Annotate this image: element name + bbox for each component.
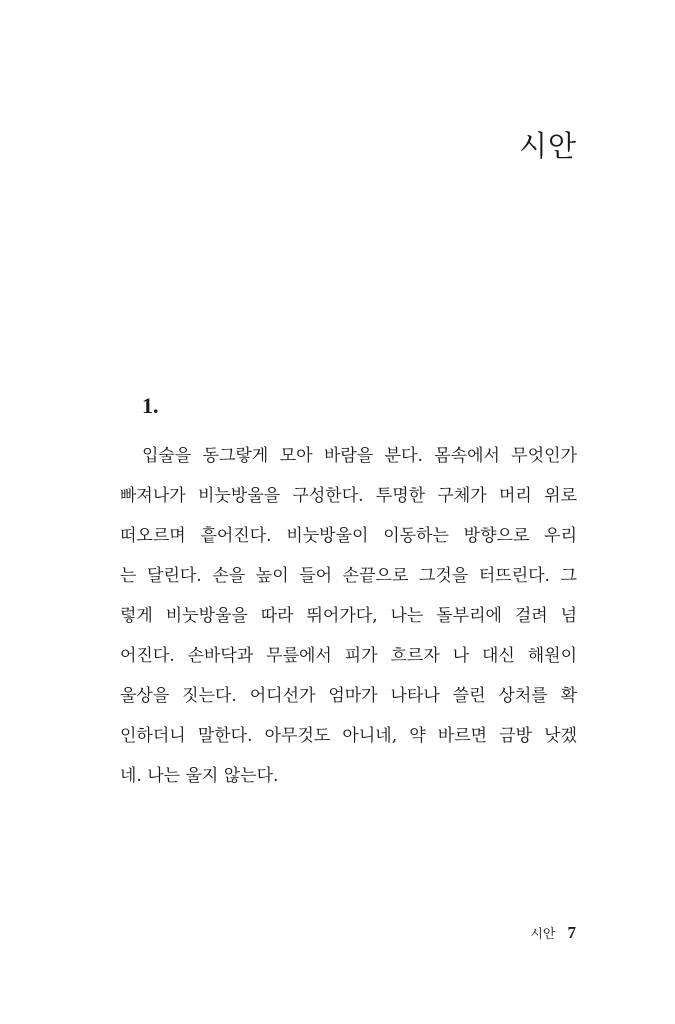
text-line: 빠져나가 비눗방울을 구성한다. 투명한 구체가 머리 위로 — [120, 486, 577, 506]
page-number: 7 — [567, 923, 576, 942]
text-line: 어진다. 손바닥과 무릎에서 피가 흐르자 나 대신 해원이 — [120, 646, 577, 666]
text-line: 떠오르며 흩어진다. 비눗방울이 이동하는 방향으로 우리 — [120, 526, 577, 546]
section-number: 1. — [142, 393, 159, 418]
text-line: 인하더니 말한다. 아무것도 아니네, 약 바르면 금방 낫겠 — [120, 726, 577, 746]
text-line: 울상을 짓는다. 어디선가 엄마가 나타나 쓸린 상처를 확 — [120, 686, 577, 706]
text-line: 입술을 동그랗게 모아 바람을 분다. 몸속에서 무엇인가 — [142, 446, 577, 466]
text-line: 렇게 비눗방울을 따라 뛰어가다, 나는 돌부리에 걸려 넘 — [120, 606, 577, 626]
running-title: 시안 — [530, 927, 556, 942]
text-line: 는 달린다. 손을 높이 들어 손끝으로 그것을 터뜨린다. 그 — [120, 566, 577, 586]
body-paragraph — [120, 436, 577, 796]
text-line: 네. 나는 울지 않는다. — [120, 766, 279, 786]
page-footer — [530, 923, 576, 943]
chapter-title: 시안 — [518, 129, 577, 163]
